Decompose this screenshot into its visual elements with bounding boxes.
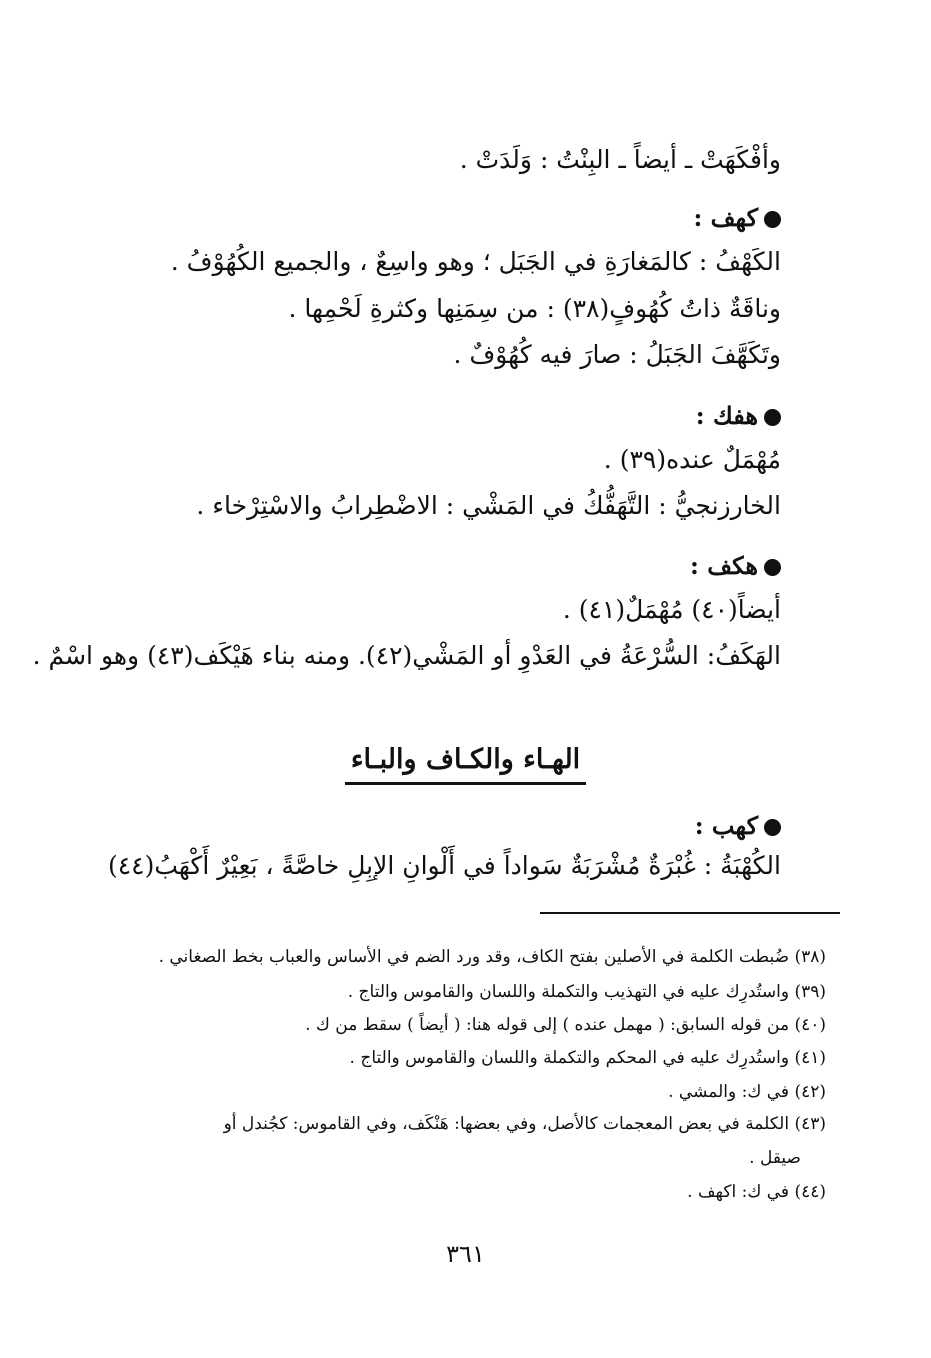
entry-heading-kahb	[100, 808, 781, 844]
footnote-separator	[540, 912, 840, 914]
heading-label: كهب :	[694, 811, 758, 840]
bullet-icon	[764, 211, 781, 228]
heading-label: هكف :	[690, 551, 758, 580]
entry-heading-hafk	[100, 398, 781, 434]
footnote: (٤١) واستُدرِك عليه في المحكم والتكملة واللسان والقاموس والتاج .	[349, 1048, 826, 1068]
section-title-text: الهـاء والكـاف والبـاء	[345, 740, 586, 785]
entry-heading-hakf	[100, 548, 781, 584]
entry-line: أيضاً(٤٠) مُهْمَلٌ(٤١) .	[562, 595, 781, 624]
footnote-continuation: صيقل .	[749, 1148, 801, 1168]
heading-label: هفك :	[695, 401, 758, 430]
bullet-icon	[764, 559, 781, 576]
section-title	[0, 740, 931, 785]
footnote: (٣٩) واستُدرِك عليه في التهذيب والتكملة واللسان والقاموس والتاج .	[347, 982, 826, 1002]
entry-line: الخارزنجيُّ : التَّهَفُّكُ في المَشْي : الاضْطِرابُ والاسْتِرْخاء .	[196, 491, 781, 520]
entry-line: الكُهْبَةُ : غُبْرَةٌ مُشْرَبَةٌ سَواداً في أَلْوانِ الإبِلِ خاصَّةً ، بَعِيْرٌ أَكْهَبُ(٤٤)	[107, 851, 781, 880]
footnote: (٤٤) في ك: اكهف .	[687, 1182, 826, 1202]
footnote: (٤٠) من قوله السابق: ( مهمل عنده ) إلى قوله هنا: ( أيضاً ) سقط من ك .	[305, 1015, 826, 1035]
entry-line: مُهْمَلٌ عنده(٣٩) .	[603, 445, 781, 474]
footnote: (٤٣) الكلمة في بعض المعجمات كالأصل، وفي بعضها: هَنْكَف، وفي القاموس: كجُندل أو	[223, 1114, 826, 1134]
entry-line: الكَهْفُ : كالمَغارَةِ في الجَبَل ؛ وهو واسِعٌ ، والجميع الكُهُوْفُ .	[170, 247, 781, 276]
entry-line: وأفْكَهَتْ ـ أيضاً ـ البِنْتُ : وَلَدَتْ .	[459, 145, 781, 174]
page-number: ٣٦١	[446, 1240, 485, 1268]
bullet-icon	[764, 409, 781, 426]
heading-label: كهف :	[693, 203, 758, 232]
entry-line: وناقَةٌ ذاتُ كُهُوفٍ(٣٨) : من سِمَنِها وكثرةِ لَحْمِها .	[288, 294, 781, 323]
entry-line: الهَكَفُ: السُّرْعَةُ في العَدْوِ أو المَشْي(٤٢). ومنه بناء هَيْكَف(٤٣) وهو اسْمٌ .	[32, 641, 781, 670]
entry-line: وتَكَهَّفَ الجَبَلُ : صارَ فيه كُهُوْفٌ .	[453, 340, 781, 369]
footnote: (٣٨) ضُبطت الكلمة في الأصلين بفتح الكاف، وقد ورد الضم في الأساس والعباب بخط الصغاني .	[158, 947, 826, 967]
entry-heading-kahf	[100, 200, 781, 236]
footnote: (٤٢) في ك: والمشي .	[668, 1082, 826, 1102]
bullet-icon	[764, 819, 781, 836]
